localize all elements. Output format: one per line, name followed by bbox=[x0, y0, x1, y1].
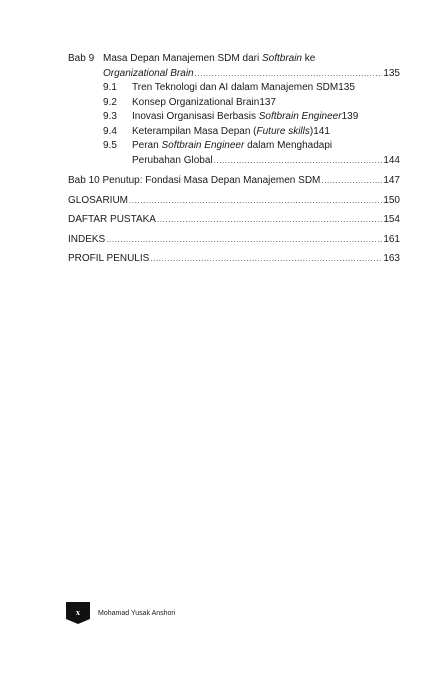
section-number: 9.4 bbox=[103, 125, 117, 137]
section-number: 9.3 bbox=[103, 111, 117, 122]
section-title-line1: Peran Softbrain Engineer dalam Menghadapi bbox=[132, 140, 333, 151]
page-number: 150 bbox=[383, 194, 400, 206]
page-number: 144 bbox=[383, 154, 400, 166]
page-number: 161 bbox=[383, 233, 400, 245]
section-title-line2: Perubahan Global bbox=[132, 154, 213, 166]
page-number-badge bbox=[66, 602, 90, 624]
toc-entry-9-5-cont[interactable] bbox=[68, 154, 400, 169]
toc-entry-9-3[interactable] bbox=[68, 110, 400, 125]
toc-entry-9-1[interactable] bbox=[68, 81, 400, 96]
toc-entry-daftar-pustaka[interactable] bbox=[68, 213, 400, 228]
page-footer bbox=[66, 602, 175, 624]
page-number-roman: x bbox=[76, 607, 80, 617]
dot-leader bbox=[214, 154, 383, 169]
page-number: 163 bbox=[383, 253, 400, 264]
toc-entry-9-4[interactable] bbox=[68, 125, 400, 140]
dot-leader bbox=[321, 174, 382, 189]
chapter-title-line2: Organizational Brain bbox=[103, 67, 194, 79]
section-number: 9.1 bbox=[103, 82, 117, 93]
entry-title: DAFTAR PUSTAKA bbox=[68, 214, 156, 225]
chapter-title-line1: Masa Depan Manajemen SDM dari Softbrain ke bbox=[103, 53, 316, 64]
author-name: Mohamad Yusak Anshori bbox=[98, 609, 176, 617]
dot-leader bbox=[129, 194, 382, 209]
toc-entry-indeks[interactable] bbox=[68, 233, 400, 248]
entry-title: PROFIL PENULIS bbox=[68, 253, 150, 264]
toc-entry-chapter-10[interactable] bbox=[68, 174, 400, 189]
toc-entry-9-5[interactable] bbox=[68, 139, 400, 154]
page-number: 135 bbox=[338, 82, 355, 93]
page-number: 154 bbox=[383, 214, 400, 225]
dot-leader bbox=[195, 67, 383, 82]
section-title: Tren Teknologi dan AI dalam Manajemen SDM bbox=[132, 82, 339, 93]
entry-title: GLOSARIUM bbox=[68, 194, 129, 206]
dot-leader bbox=[157, 213, 382, 228]
section-title: Inovasi Organisasi Berbasis Softbrain Engineer bbox=[132, 111, 342, 122]
dot-leader bbox=[106, 233, 382, 248]
toc-entry-profil-penulis[interactable] bbox=[68, 252, 400, 267]
section-number: 9.5 bbox=[103, 140, 117, 151]
section-number: 9.2 bbox=[103, 96, 117, 108]
section-title: Konsep Organizational Brain bbox=[132, 96, 260, 108]
dot-leader bbox=[150, 252, 382, 267]
page-number: 147 bbox=[383, 175, 400, 186]
chapter-9-heading bbox=[68, 52, 400, 67]
section-title: Keterampilan Masa Depan (Future skills) bbox=[132, 125, 314, 137]
page-number: 139 bbox=[341, 111, 359, 122]
toc-entry-chapter-9[interactable] bbox=[68, 67, 400, 82]
chapter-title: Bab 10 Penutup: Fondasi Masa Depan Manajemen SDM bbox=[68, 175, 321, 186]
entry-title: INDEKS bbox=[68, 233, 106, 245]
page-number: 137 bbox=[259, 96, 276, 108]
chapter-label: Bab 9 bbox=[68, 53, 95, 64]
page-number: 141 bbox=[313, 125, 330, 137]
toc-entry-9-2[interactable] bbox=[68, 96, 400, 111]
toc-entry-glosarium[interactable] bbox=[68, 194, 400, 209]
table-of-contents bbox=[68, 52, 400, 272]
page-number: 135 bbox=[383, 67, 400, 79]
